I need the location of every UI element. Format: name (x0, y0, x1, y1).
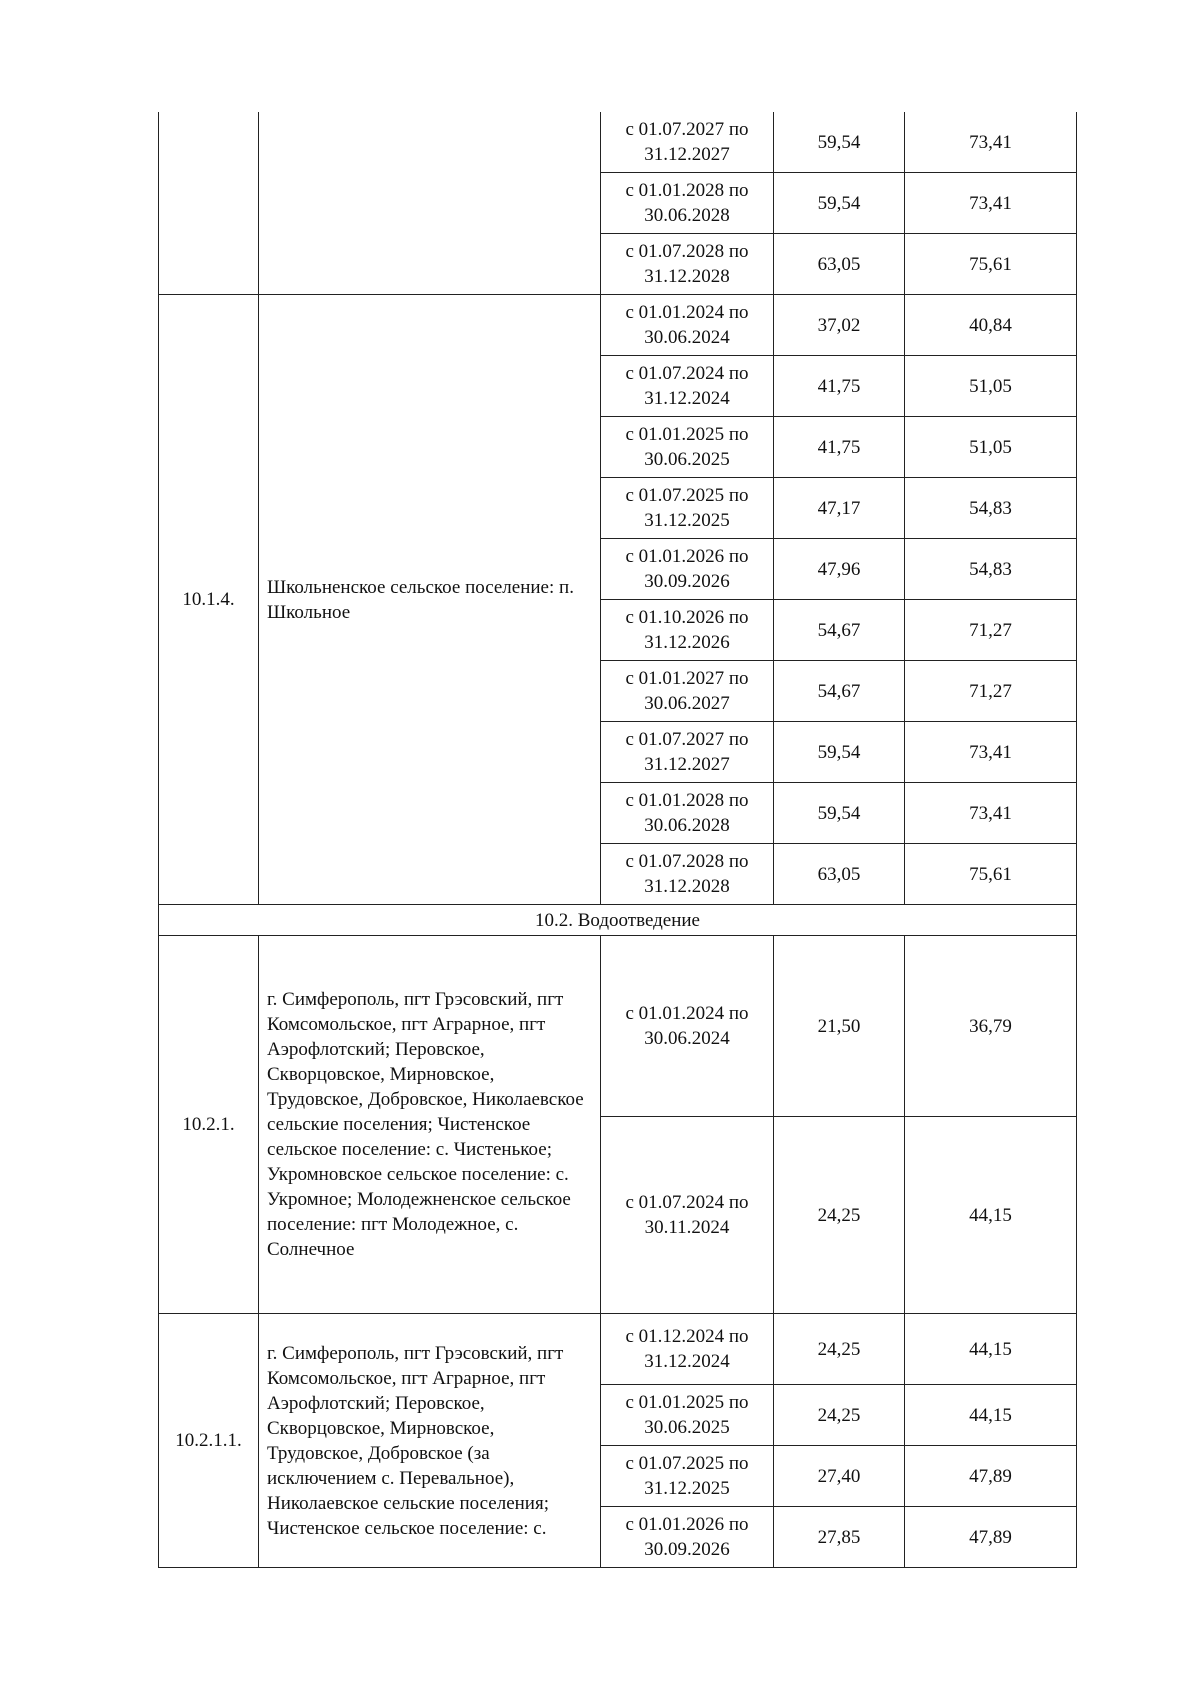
value-cell: 47,89 (905, 1446, 1077, 1507)
period-cell: с 01.12.2024 по 31.12.2024 (601, 1314, 774, 1385)
row-number-cell: 10.1.4. (159, 295, 259, 905)
value-cell: 59,54 (774, 783, 905, 844)
period-cell: с 01.10.2026 по 31.12.2026 (601, 600, 774, 661)
value-cell: 71,27 (905, 600, 1077, 661)
period-cell: с 01.07.2025 по 31.12.2025 (601, 1446, 774, 1507)
value-cell: 44,15 (905, 1117, 1077, 1314)
value-cell: 75,61 (905, 844, 1077, 905)
area-cell: Школьненское сельское поселение: п. Школьное (259, 295, 601, 905)
value-cell: 63,05 (774, 234, 905, 295)
value-cell: 51,05 (905, 417, 1077, 478)
period-cell: с 01.01.2026 по 30.09.2026 (601, 1507, 774, 1568)
table-row (159, 936, 1077, 1117)
section-row (159, 905, 1077, 936)
value-cell: 59,54 (774, 112, 905, 173)
area-cell (259, 112, 601, 295)
value-cell: 24,25 (774, 1117, 905, 1314)
period-cell: с 01.01.2028 по 30.06.2028 (601, 173, 774, 234)
value-cell: 75,61 (905, 234, 1077, 295)
period-cell: с 01.01.2028 по 30.06.2028 (601, 783, 774, 844)
row-number-cell: 10.2.1.1. (159, 1314, 259, 1568)
value-cell: 51,05 (905, 356, 1077, 417)
value-cell: 73,41 (905, 722, 1077, 783)
period-cell: с 01.07.2027 по 31.12.2027 (601, 112, 774, 173)
value-cell: 44,15 (905, 1314, 1077, 1385)
period-cell: с 01.01.2025 по 30.06.2025 (601, 417, 774, 478)
period-cell: с 01.01.2025 по 30.06.2025 (601, 1385, 774, 1446)
value-cell: 73,41 (905, 112, 1077, 173)
table-row (159, 295, 1077, 356)
value-cell: 47,89 (905, 1507, 1077, 1568)
value-cell: 54,83 (905, 478, 1077, 539)
period-cell: с 01.01.2027 по 30.06.2027 (601, 661, 774, 722)
period-cell: с 01.07.2028 по 31.12.2028 (601, 234, 774, 295)
period-cell: с 01.07.2027 по 31.12.2027 (601, 722, 774, 783)
row-number-cell (159, 112, 259, 295)
value-cell: 44,15 (905, 1385, 1077, 1446)
section-title: 10.2. Водоотведение (159, 905, 1077, 936)
value-cell: 24,25 (774, 1385, 905, 1446)
value-cell: 73,41 (905, 173, 1077, 234)
value-cell: 63,05 (774, 844, 905, 905)
value-cell: 54,67 (774, 661, 905, 722)
value-cell: 59,54 (774, 722, 905, 783)
area-cell: г. Симферополь, пгт Грэсовский, пгт Комсомольское, пгт Аграрное, пгт Аэрофлотский; Перовское, Скворцовское, Мирновское, Трудовское, Добровское (за исключением с. Перевальное), Николаевское сельские поселения; Чистенское сельское поселение: с. (259, 1314, 601, 1568)
table-row (159, 1314, 1077, 1385)
period-cell: с 01.07.2024 по 30.11.2024 (601, 1117, 774, 1314)
value-cell: 24,25 (774, 1314, 905, 1385)
value-cell: 73,41 (905, 783, 1077, 844)
period-cell: с 01.07.2025 по 31.12.2025 (601, 478, 774, 539)
value-cell: 54,67 (774, 600, 905, 661)
period-cell: с 01.01.2024 по 30.06.2024 (601, 295, 774, 356)
value-cell: 37,02 (774, 295, 905, 356)
period-cell: с 01.01.2026 по 30.09.2026 (601, 539, 774, 600)
row-number-cell: 10.2.1. (159, 936, 259, 1314)
value-cell: 47,96 (774, 539, 905, 600)
value-cell: 59,54 (774, 173, 905, 234)
value-cell: 27,40 (774, 1446, 905, 1507)
tariff-table (158, 112, 1077, 1568)
area-cell: г. Симферополь, пгт Грэсовский, пгт Комсомольское, пгт Аграрное, пгт Аэрофлотский; Перовское, Скворцовское, Мирновское, Трудовское, Добровское, Николаевское сельские поселения; Чистенское сельское поселение: с. Чистенькое; Укромновское сельское поселение: с. Укромное; Молодежненское сельское поселение: пгт Молодежное, с. Солнечное (259, 936, 601, 1314)
table-row (159, 112, 1077, 173)
value-cell: 54,83 (905, 539, 1077, 600)
period-cell: с 01.01.2024 по 30.06.2024 (601, 936, 774, 1117)
value-cell: 40,84 (905, 295, 1077, 356)
value-cell: 21,50 (774, 936, 905, 1117)
value-cell: 27,85 (774, 1507, 905, 1568)
value-cell: 41,75 (774, 417, 905, 478)
value-cell: 47,17 (774, 478, 905, 539)
value-cell: 41,75 (774, 356, 905, 417)
value-cell: 36,79 (905, 936, 1077, 1117)
period-cell: с 01.07.2024 по 31.12.2024 (601, 356, 774, 417)
period-cell: с 01.07.2028 по 31.12.2028 (601, 844, 774, 905)
value-cell: 71,27 (905, 661, 1077, 722)
